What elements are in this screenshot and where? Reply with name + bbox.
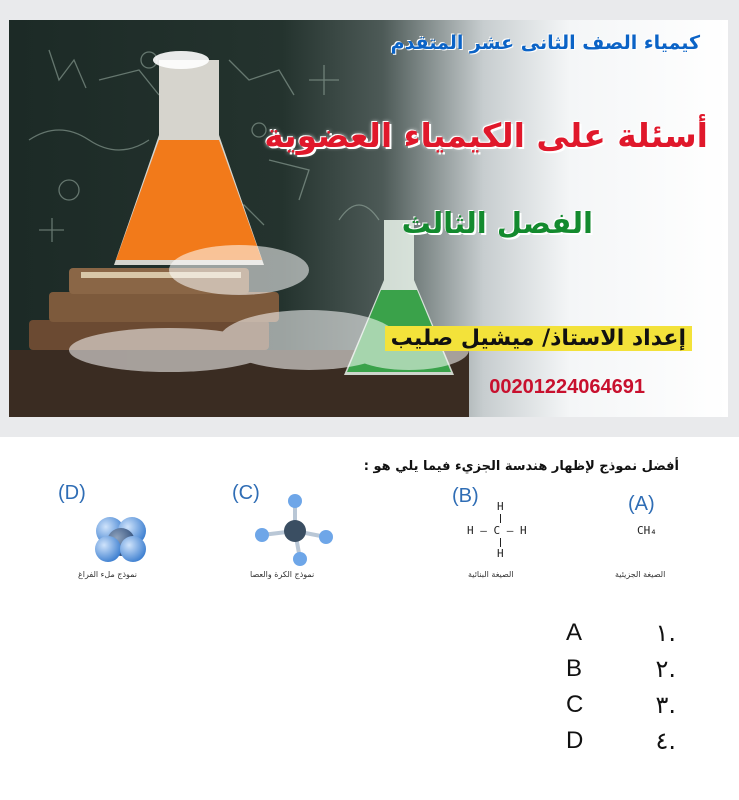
structural-formula-top-h: H [497, 500, 504, 513]
answer-choice-1[interactable] [566, 615, 676, 651]
bond-line-bottom [500, 538, 501, 547]
option-c-letter: (C) [232, 482, 260, 504]
answer-choice-4[interactable] [566, 723, 676, 759]
question-text: أفضل نموذج لإظهار هندسة الجزيء فيما يلي هو : [363, 459, 679, 474]
bond-line-top [500, 514, 501, 523]
answer-number: .٣ [655, 691, 676, 719]
answer-choice-2[interactable] [566, 651, 676, 687]
ball-and-stick-model-icon [250, 493, 340, 569]
phone-number: 00201224064691 [489, 376, 645, 398]
answer-value: A [566, 619, 583, 646]
author-label: إعداد الاستاذ/ ميشيل صليب [385, 326, 692, 351]
answer-value: C [566, 691, 584, 718]
option-d-letter: (D) [58, 482, 86, 504]
option-d-caption: نموذج ملء الفراغ [78, 570, 138, 579]
answer-choice-3[interactable] [566, 687, 676, 723]
answer-number: .١ [655, 619, 676, 647]
answer-value: B [566, 655, 583, 682]
option-b-letter: (B) [452, 485, 479, 507]
answer-choices [566, 615, 676, 759]
option-c-caption: نموذج الكرة والعصا [250, 570, 315, 579]
grade-heading: كيمياء الصف الثانى عشر المتقدم [390, 32, 700, 54]
structural-formula-middle: H – C – H [467, 524, 527, 537]
option-a-letter: (A) [628, 493, 655, 515]
answer-value: D [566, 727, 584, 754]
chapter-title: الفصل الثالث [401, 206, 593, 240]
molecular-formula: CH₄ [637, 524, 657, 537]
question-card [0, 437, 739, 800]
cover-title: أسئلة على الكيمياء العضوية [264, 116, 708, 155]
cover-banner [9, 20, 728, 417]
option-b-caption: الصيغة البنائية [468, 570, 514, 579]
space-filling-model-icon [88, 509, 158, 569]
option-a-caption: الصيغة الجزيئية [615, 570, 666, 579]
answer-number: .٢ [655, 655, 676, 683]
chemistry-background-illustration [9, 20, 728, 417]
structural-formula-bottom-h: H [497, 547, 504, 560]
answer-number: .٤ [655, 727, 676, 755]
